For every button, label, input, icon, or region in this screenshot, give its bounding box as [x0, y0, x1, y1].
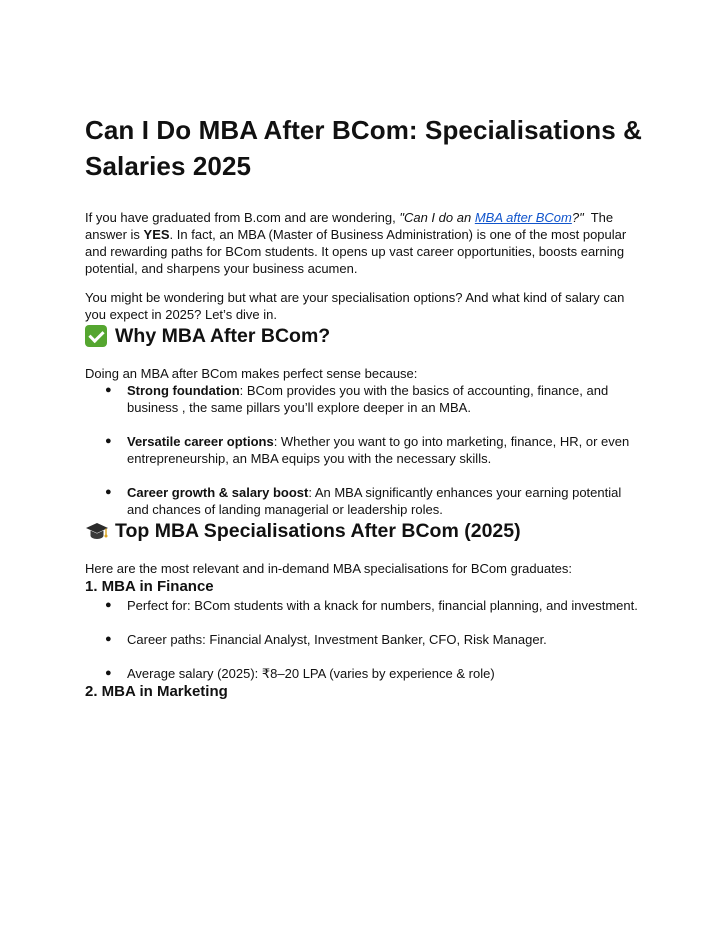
list-item	[85, 631, 645, 648]
list-item	[85, 665, 645, 682]
intro-text-3: . In fact, an MBA (Master of Business Administration) is one of the most popular and rewarding paths for BCom students. It opens up vast career opportunities, boosts earning potential, and sharpens your business acumen.	[85, 227, 627, 276]
intro-paragraph	[85, 209, 645, 277]
list-item-text: : Whether you want to go into marketing, finance, HR, or even entrepreneurship, an MBA equips you with the necessary skills.	[127, 434, 630, 466]
bullet-icon: ●	[105, 486, 112, 498]
list-item	[85, 433, 645, 467]
bullet-icon: ●	[105, 633, 112, 645]
list-item-bold: Career growth & salary boost	[127, 485, 309, 500]
check-mark-button-icon	[85, 325, 107, 347]
top-heading-text: Top MBA Specialisations After BCom (2025)	[115, 520, 521, 542]
list-item-text: Perfect for: BCom students with a knack for numbers, financial planning, and investment.	[127, 598, 638, 613]
list-item	[85, 597, 645, 614]
page-title: Can I Do MBA After BCom: Specialisations & Salaries 2025	[85, 115, 643, 181]
top-specialisations-heading	[85, 518, 645, 544]
intro-text-2: The answer is	[85, 210, 617, 242]
list-item	[85, 484, 645, 518]
finance-list	[85, 597, 645, 682]
intro-quote-close: ?"	[571, 210, 584, 225]
intro-yes: YES	[143, 227, 170, 242]
list-item-text: : BCom provides you with the basics of accounting, finance, and business , the same pillars you’ll explore deeper in an MBA.	[127, 383, 609, 415]
list-item-text: Career paths: Financial Analyst, Investment Banker, CFO, Risk Manager.	[127, 632, 547, 647]
bullet-icon: ●	[105, 384, 112, 396]
document-content	[85, 112, 645, 702]
marketing-heading: 2. MBA in Marketing	[85, 683, 228, 700]
why-heading-text: Why MBA After BCom?	[115, 325, 331, 347]
mba-after-bcom-link[interactable]: MBA after BCom	[474, 210, 572, 225]
list-item-text: : An MBA significantly enhances your earning potential and chances of landing managerial or leadership roles.	[127, 485, 622, 517]
list-item-bold: Strong foundation	[127, 383, 240, 398]
top-lead: Here are the most relevant and in-demand MBA specialisations for BCom graduates:	[85, 561, 573, 576]
intro-paragraph-2: You might be wondering but what are your specialisation options? And what kind of salary can you expect in 2025? Let’s dive in.	[85, 290, 625, 322]
why-list	[85, 382, 645, 518]
list-item-text: Average salary (2025): ₹8–20 LPA (varies by experience & role)	[127, 666, 495, 681]
bullet-icon: ●	[105, 667, 112, 679]
graduation-cap-icon	[85, 520, 109, 542]
why-heading	[85, 323, 645, 349]
intro-quote-open: "Can I do an	[399, 210, 475, 225]
why-lead: Doing an MBA after BCom makes perfect sense because:	[85, 366, 418, 381]
bullet-icon: ●	[105, 435, 112, 447]
finance-heading: 1. MBA in Finance	[85, 578, 214, 595]
bullet-icon: ●	[105, 599, 112, 611]
list-item-bold: Versatile career options	[127, 434, 274, 449]
list-item	[85, 382, 645, 416]
intro-text: If you have graduated from B.com and are wondering,	[85, 210, 400, 225]
